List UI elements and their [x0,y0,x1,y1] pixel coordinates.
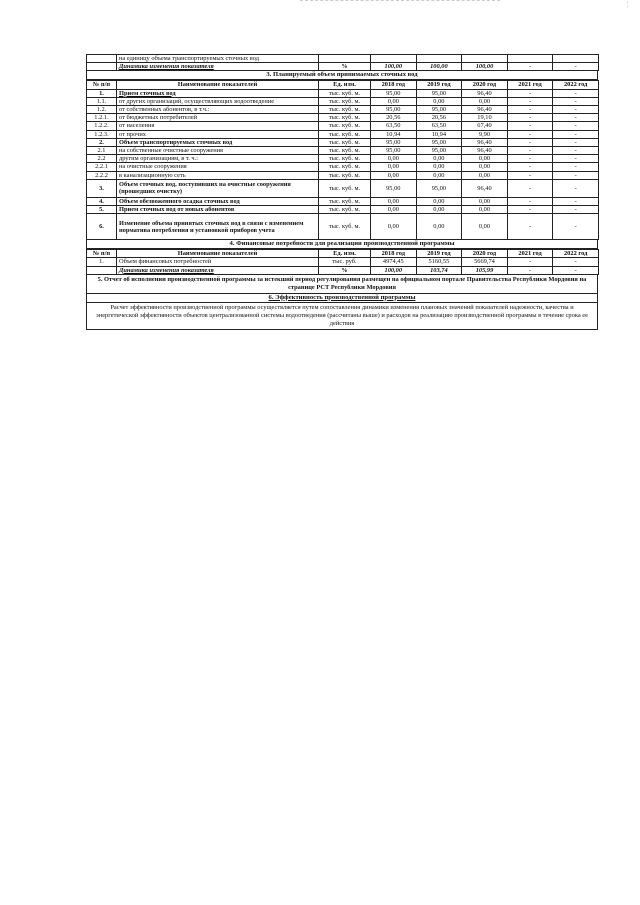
table-row [87,114,599,122]
row-unit: тыс. куб. м. [319,138,371,146]
row-name: от собственных абонентов, в т.ч.: [117,106,319,114]
row-number: 2.2 [87,155,117,163]
table-row [87,171,599,179]
row-unit: тыс. куб. м. [319,130,371,138]
table-row [87,138,599,146]
cell-value: 95,00 [371,138,417,146]
cell-value: - [553,163,599,171]
cell-value: 0,00 [371,214,417,240]
row-name: Объем сточных вод, поступивших на очистные сооружения (прошедших очистку) [117,179,319,197]
row-number: 3. [87,179,117,197]
row-number: 5. [87,206,117,214]
cell-value: - [553,179,599,197]
column-header: 2019 год [416,250,462,258]
row-unit: тыс. куб. м. [319,179,371,197]
row-number: 1.2.2. [87,122,117,130]
row-unit: тыс. куб. м. [319,89,371,97]
cell-value: 0,00 [462,197,508,205]
row-unit: тыс. куб. м. [319,147,371,155]
cell-value: - [553,63,599,71]
cell-value: - [553,106,599,114]
row-name: Динамика изменения показателя [117,63,319,71]
row-number: 1.1. [87,97,117,105]
cell-value: - [507,197,553,205]
row-name: от населения [117,122,319,130]
cell-value: - [553,147,599,155]
cell-value: 0,00 [371,155,417,163]
cell-value: - [507,258,553,266]
column-header: 2018 год [371,250,417,258]
cell-value: 100,00 [371,266,417,274]
cell-value: 96,40 [462,89,508,97]
cell-value: 67,40 [462,122,508,130]
cell-value: 10,94 [416,130,462,138]
cell-value: 0,00 [416,197,462,205]
cell-value: - [553,214,599,240]
row-name: Объем обезвоженного осадка сточных вод [117,197,319,205]
section-4-table [86,249,599,275]
row-number: 1.2. [87,106,117,114]
cell-value: - [507,179,553,197]
cell-value: 100,00 [416,63,462,71]
section-3-table [86,80,599,240]
cell-value: 0,00 [416,171,462,179]
section-6-text: Расчет эффективности производственной программы осуществляется путем сопоставления динамики изменения плановых значений показателей надежности, качества и энергетической эффективности объектов централизованной системы водоотведения (рассчитаны выше) и расходов на реализацию производственной программы в течение срока ее действия [86,302,598,330]
row-number: 2.2.1 [87,163,117,171]
row-unit: тыс. куб. м. [319,206,371,214]
cell-value: 95,00 [371,106,417,114]
row-unit: тыс. куб. м. [319,155,371,163]
row-number: 1. [87,258,117,266]
cell-value: 20,56 [416,114,462,122]
column-header: 2019 год [416,81,462,89]
row-unit: тыс. куб. м. [319,114,371,122]
cell-value: - [507,138,553,146]
table-row [87,63,599,71]
row-unit: тыс. куб. м. [319,122,371,130]
cell-value: 0,00 [416,214,462,240]
column-header: 2020 год [462,81,508,89]
row-number: 1.2.3. [87,130,117,138]
cell-value: 105,99 [462,266,508,274]
scan-artifact-line [300,0,500,5]
cell-value: 4974,45 [371,258,417,266]
cell-value: 0,00 [371,171,417,179]
cell-value: - [507,89,553,97]
cell-value: 0,00 [462,214,508,240]
cell-value: 95,00 [416,179,462,197]
row-name: на единицу объема транспортируемых сточных вод [117,55,319,63]
cell-value: 0,00 [416,97,462,105]
cell-value: - [507,147,553,155]
section-6-title: 6. Эффективность производственной программы [86,294,598,302]
cell-value: - [507,214,553,240]
row-unit: тыс. куб. м. [319,197,371,205]
row-name: другим организациям, в т. ч.: [117,155,319,163]
cell-value: 95,00 [371,89,417,97]
cell-value: - [507,171,553,179]
row-unit: тыс. руб. [319,258,371,266]
row-name: на очистные сооружения [117,163,319,171]
row-name: от прочих [117,130,319,138]
cell-value: 10,94 [371,130,417,138]
cell-value: - [553,122,599,130]
document-page [86,54,598,330]
table-row [87,206,599,214]
cell-value: 95,00 [371,147,417,155]
row-number: 2. [87,138,117,146]
row-name: Прием сточных вод [117,89,319,97]
row-name: Прием сточных вод от новых абонентов [117,206,319,214]
cell-value: - [553,114,599,122]
column-header: 2020 год [462,250,508,258]
scan-artifact-mark: ¦ [626,2,628,8]
row-name: на собственные очистные сооружения [117,147,319,155]
cell-value: 63,50 [371,122,417,130]
cell-value: 95,00 [416,138,462,146]
row-name: Изменение объема принятых сточных вод в связи с изменением норматива потребления и установкой приборов учета [117,214,319,240]
column-header: Наименование показателей [117,81,319,89]
row-unit: тыс. куб. м. [319,171,371,179]
column-header: 2021 год [507,81,553,89]
row-unit: тыс. куб. м. [319,214,371,240]
cell-value: 0,00 [371,206,417,214]
cell-value: - [553,89,599,97]
cell-value: 103,74 [416,266,462,274]
cell-value: 95,00 [416,89,462,97]
cell-value: 100,00 [462,63,508,71]
row-name: от других организаций, осуществляющих водоотведение [117,97,319,105]
section-5-text: 5. Отчет об исполнении производственной программы за истекший период регулирования размещен на официальном портале Правительства Республики Мордовия на странице РСТ Республики Мордовия [86,275,598,294]
cell-value: - [553,258,599,266]
cell-value: - [553,197,599,205]
column-header: 2022 год [553,250,599,258]
table-row [87,266,599,274]
column-header: № п/п [87,250,117,258]
cell-value: 0,00 [416,155,462,163]
column-header: Ед. изм. [319,81,371,89]
column-header: № п/п [87,81,117,89]
table-row [87,130,599,138]
column-header: 2021 год [507,250,553,258]
cell-value: 0,00 [371,97,417,105]
column-header: 2022 год [553,81,599,89]
cell-value: 0,00 [462,206,508,214]
cell-value: - [507,155,553,163]
table-row [87,97,599,105]
cell-value: 96,40 [462,106,508,114]
cell-value: 0,00 [416,206,462,214]
cell-value: - [553,171,599,179]
section-4-title: 4. Финансовые потребности для реализации производственной программы [86,240,598,249]
row-unit: тыс. куб. м. [319,106,371,114]
cell-value: 96,40 [462,147,508,155]
row-unit: тыс. куб. м. [319,97,371,105]
table-row [87,258,599,266]
table-row [87,155,599,163]
top-continuation-table [86,54,599,71]
cell-value: 95,00 [371,179,417,197]
row-number: 2.2.2 [87,171,117,179]
cell-value: 9,90 [462,130,508,138]
column-header: 2018 год [371,81,417,89]
cell-value: - [507,106,553,114]
cell-value: 0,00 [462,97,508,105]
column-header: Ед. изм. [319,250,371,258]
row-number: 1.2.1. [87,114,117,122]
cell-value: 5669,74 [462,258,508,266]
cell-value: - [507,130,553,138]
cell-value: - [553,155,599,163]
row-number: 1. [87,89,117,97]
section-3-title: 3. Планируемый объем принимаемых сточных вод [86,71,598,80]
table-row [87,89,599,97]
cell-value: 0,00 [462,163,508,171]
cell-value: - [507,122,553,130]
row-number: 6. [87,214,117,240]
table-row [87,55,599,63]
cell-value: - [553,97,599,105]
row-unit: % [319,63,371,71]
cell-value: - [507,97,553,105]
cell-value: - [507,114,553,122]
row-name: в канализационную сеть [117,171,319,179]
cell-value: 100,00 [371,63,417,71]
row-name: Объем финансовых потребностей [117,258,319,266]
row-unit: % [319,266,371,274]
cell-value: 0,00 [416,163,462,171]
row-number: 4. [87,197,117,205]
table-row [87,163,599,171]
cell-value: 5160,55 [416,258,462,266]
column-header: Наименование показателей [117,250,319,258]
cell-value: 0,00 [371,197,417,205]
table-row [87,214,599,240]
cell-value: 0,00 [371,163,417,171]
cell-value: 96,40 [462,138,508,146]
cell-value: - [507,163,553,171]
cell-value: 95,00 [416,106,462,114]
table-row [87,122,599,130]
table-header-row [87,81,599,89]
cell-value: - [507,266,553,274]
cell-value: - [507,63,553,71]
row-number [87,266,117,274]
cell-value: 0,00 [462,171,508,179]
cell-value: 20,56 [371,114,417,122]
row-name: Динамика изменения показателя [117,266,319,274]
cell-value: 95,00 [416,147,462,155]
cell-value: - [507,206,553,214]
cell-value: 19,10 [462,114,508,122]
cell-value: - [553,266,599,274]
table-row [87,147,599,155]
row-name: от бюджетных потребителей [117,114,319,122]
row-number: 2.1 [87,147,117,155]
table-header-row [87,250,599,258]
row-name: Объем транспортируемых сточных вод [117,138,319,146]
table-row [87,179,599,197]
cell-value: 63,50 [416,122,462,130]
table-row [87,197,599,205]
table-row [87,106,599,114]
cell-value: - [553,206,599,214]
cell-value: - [553,130,599,138]
row-unit: тыс. куб. м. [319,163,371,171]
cell-value: 0,00 [462,155,508,163]
cell-value: - [553,138,599,146]
cell-value: 96,40 [462,179,508,197]
